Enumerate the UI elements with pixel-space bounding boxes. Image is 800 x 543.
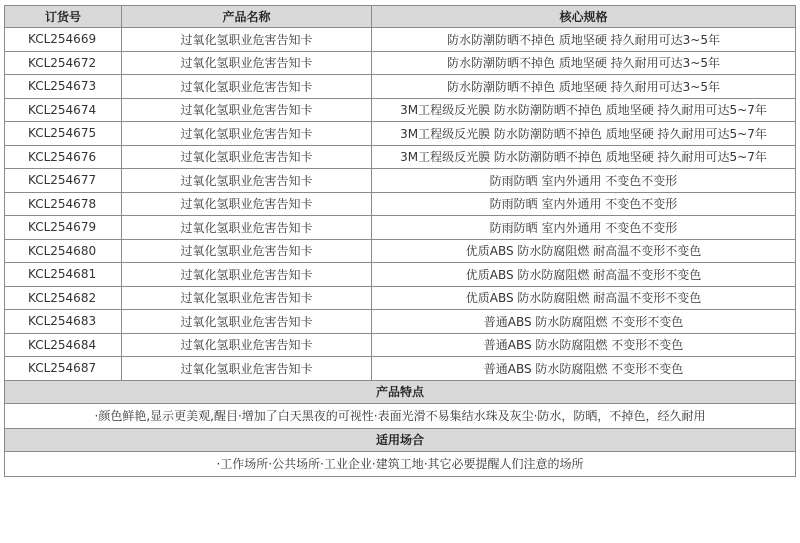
table-row (5, 192, 796, 216)
cell-order-no: KCL254676 (5, 145, 122, 169)
table-row (5, 216, 796, 240)
cell-core-spec: 普通ABS 防水防腐阻燃 不变形不变色 (372, 333, 796, 357)
table-row (5, 310, 796, 334)
cell-product-name: 过氧化氢职业危害告知卡 (122, 75, 372, 99)
product-spec-sheet (4, 5, 795, 477)
cell-core-spec: 防水防潮防晒不掉色 质地坚硬 持久耐用可达3~5年 (372, 28, 796, 52)
cell-core-spec: 3M工程级反光膜 防水防潮防晒不掉色 质地坚硬 持久耐用可达5~7年 (372, 98, 796, 122)
cell-product-name: 过氧化氢职业危害告知卡 (122, 357, 372, 381)
cell-product-name: 过氧化氢职业危害告知卡 (122, 263, 372, 287)
cell-product-name: 过氧化氢职业危害告知卡 (122, 145, 372, 169)
cell-product-name: 过氧化氢职业危害告知卡 (122, 286, 372, 310)
cell-product-name: 过氧化氢职业危害告知卡 (122, 192, 372, 216)
cell-core-spec: 优质ABS 防水防腐阻燃 耐高温不变形不变色 (372, 263, 796, 287)
cell-core-spec: 普通ABS 防水防腐阻燃 不变形不变色 (372, 357, 796, 381)
table-row (5, 145, 796, 169)
cell-product-name: 过氧化氢职业危害告知卡 (122, 169, 372, 193)
table-row (5, 286, 796, 310)
cell-order-no: KCL254669 (5, 28, 122, 52)
table-row (5, 51, 796, 75)
cell-order-no: KCL254672 (5, 51, 122, 75)
cell-order-no: KCL254679 (5, 216, 122, 240)
table-row (5, 263, 796, 287)
cell-order-no: KCL254681 (5, 263, 122, 287)
cell-product-name: 过氧化氢职业危害告知卡 (122, 310, 372, 334)
usage-text: ·工作场所·公共场所·工业企业·建筑工地·其它必要提醒人们注意的场所 (5, 451, 796, 476)
cell-product-name: 过氧化氢职业危害告知卡 (122, 333, 372, 357)
table-header-row (5, 6, 796, 28)
cell-core-spec: 防水防潮防晒不掉色 质地坚硬 持久耐用可达3~5年 (372, 51, 796, 75)
table-row (5, 28, 796, 52)
header-core-spec: 核心规格 (372, 6, 796, 28)
cell-core-spec: 防雨防晒 室内外通用 不变色不变形 (372, 216, 796, 240)
cell-product-name: 过氧化氢职业危害告知卡 (122, 28, 372, 52)
cell-product-name: 过氧化氢职业危害告知卡 (122, 98, 372, 122)
cell-core-spec: 3M工程级反光膜 防水防潮防晒不掉色 质地坚硬 持久耐用可达5~7年 (372, 145, 796, 169)
table-row (5, 169, 796, 193)
cell-product-name: 过氧化氢职业危害告知卡 (122, 239, 372, 263)
usage-title-row (5, 428, 796, 451)
cell-product-name: 过氧化氢职业危害告知卡 (122, 51, 372, 75)
cell-core-spec: 防雨防晒 室内外通用 不变色不变形 (372, 192, 796, 216)
header-order-no: 订货号 (5, 6, 122, 28)
product-table (4, 5, 796, 477)
table-body (5, 28, 796, 381)
usage-text-row (5, 451, 796, 476)
table-row (5, 98, 796, 122)
cell-order-no: KCL254678 (5, 192, 122, 216)
cell-order-no: KCL254677 (5, 169, 122, 193)
cell-order-no: KCL254683 (5, 310, 122, 334)
cell-product-name: 过氧化氢职业危害告知卡 (122, 216, 372, 240)
usage-title: 适用场合 (5, 428, 796, 451)
features-text: ·颜色鲜艳,显示更美观,醒目·增加了白天黑夜的可视性·表面光滑不易集结水珠及灰尘·防水，防晒，不掉色，经久耐用 (5, 403, 796, 428)
cell-core-spec: 防雨防晒 室内外通用 不变色不变形 (372, 169, 796, 193)
cell-order-no: KCL254682 (5, 286, 122, 310)
cell-core-spec: 3M工程级反光膜 防水防潮防晒不掉色 质地坚硬 持久耐用可达5~7年 (372, 122, 796, 146)
cell-core-spec: 防水防潮防晒不掉色 质地坚硬 持久耐用可达3~5年 (372, 75, 796, 99)
cell-product-name: 过氧化氢职业危害告知卡 (122, 122, 372, 146)
table-row (5, 239, 796, 263)
table-row (5, 357, 796, 381)
cell-order-no: KCL254673 (5, 75, 122, 99)
cell-core-spec: 优质ABS 防水防腐阻燃 耐高温不变形不变色 (372, 286, 796, 310)
table-row (5, 333, 796, 357)
table-row (5, 122, 796, 146)
cell-order-no: KCL254674 (5, 98, 122, 122)
cell-order-no: KCL254675 (5, 122, 122, 146)
cell-order-no: KCL254687 (5, 357, 122, 381)
table-row (5, 75, 796, 99)
cell-order-no: KCL254680 (5, 239, 122, 263)
cell-core-spec: 优质ABS 防水防腐阻燃 耐高温不变形不变色 (372, 239, 796, 263)
features-text-row (5, 403, 796, 428)
features-title-row (5, 380, 796, 403)
cell-order-no: KCL254684 (5, 333, 122, 357)
features-title: 产品特点 (5, 380, 796, 403)
cell-core-spec: 普通ABS 防水防腐阻燃 不变形不变色 (372, 310, 796, 334)
header-product-name: 产品名称 (122, 6, 372, 28)
